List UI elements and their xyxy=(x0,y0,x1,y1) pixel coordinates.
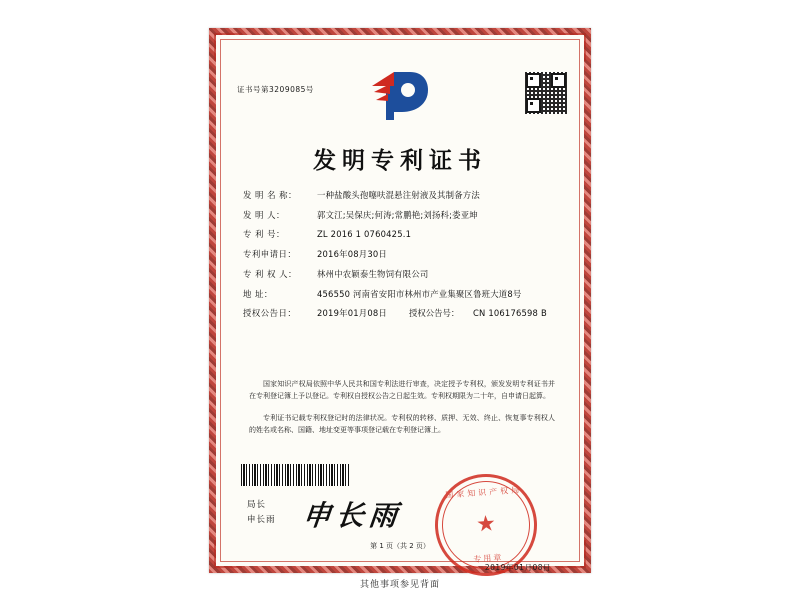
qr-code-icon xyxy=(525,72,567,114)
certificate-title: 发明专利证书 xyxy=(313,147,487,174)
field-value: 林州中农颖泰生物饲有限公司 xyxy=(317,268,429,279)
five-pointed-star-icon: ★ xyxy=(475,511,497,538)
field-value: ZL 2016 1 0760425.1 xyxy=(317,229,412,240)
field-label-grant-date: 授权公告日： xyxy=(243,308,297,319)
signature-name: 申长雨 xyxy=(247,515,276,525)
paragraph-grant-statement: 国家知识产权局依照中华人民共和国专利法进行审查，决定授予专利权，颁发发明专利证书并在专利登记簿上予以登记。专利权自授权公告之日起生效。专利权期限为二十年，自申请日起算。 xyxy=(249,380,555,401)
seal-date: 2019年01月08日 xyxy=(484,563,551,572)
signature-title: 局长 xyxy=(247,500,267,510)
legal-paragraphs xyxy=(249,378,555,445)
field-row-invention-name xyxy=(243,191,561,200)
field-row-address xyxy=(243,290,561,299)
field-row-inventors xyxy=(243,211,561,220)
seal-bottom-text: 专用章 xyxy=(473,552,504,564)
patent-certificate xyxy=(209,28,591,573)
field-value: 一种盐酸头孢噻呋混悬注射液及其制备方法 xyxy=(317,190,480,200)
paragraph-registry-statement: 专利证书记载专利权登记时的法律状况。专利权的转移、质押、无效、终止、恢复事专利权人的姓名或名称、国籍、地址变更等事项登记载在专利登记簿上。 xyxy=(249,413,555,434)
field-label-grant-number: 授权公告号： xyxy=(408,308,460,319)
field-value-grant-number: CN 106176598 B xyxy=(472,308,547,319)
field-value-grant-date: 2019年01月08日 xyxy=(317,308,387,319)
field-row-application-date xyxy=(243,250,561,259)
field-label: 发 明 人： xyxy=(243,209,285,220)
field-value: 2016年08月30日 xyxy=(317,249,387,260)
certificate-content xyxy=(227,46,573,572)
seal-top-text: 国家知识产权局 xyxy=(445,485,523,500)
field-row-grant-announcement xyxy=(243,309,561,318)
footnote-text: 其他事项参见背面 xyxy=(359,580,440,590)
handwritten-signature: 申长雨 xyxy=(301,499,404,532)
cnipa-patent-logo-icon xyxy=(364,66,436,126)
field-list xyxy=(243,191,561,329)
field-label: 发 明 名 称： xyxy=(243,190,297,200)
field-label: 专利申请日： xyxy=(243,249,297,260)
barcode-icon xyxy=(241,464,349,486)
field-label: 专 利 权 人： xyxy=(243,268,297,279)
page-number: 第 1 页（共 2 页） xyxy=(370,542,430,550)
field-row-patent-number xyxy=(243,230,561,239)
certificate-number: 证书号第3209085号 xyxy=(237,85,314,94)
field-value: 456550 河南省安阳市林州市产业集聚区鲁班大道8号 xyxy=(317,288,522,299)
field-label: 专 利 号： xyxy=(243,229,285,240)
signature-label xyxy=(247,498,276,528)
field-row-patentee xyxy=(243,270,561,279)
field-value: 郭文江;吴保庆;何涛;常鹏艳;刘扬科;娄亚坤 xyxy=(317,209,478,220)
field-label: 地 址： xyxy=(243,288,273,299)
